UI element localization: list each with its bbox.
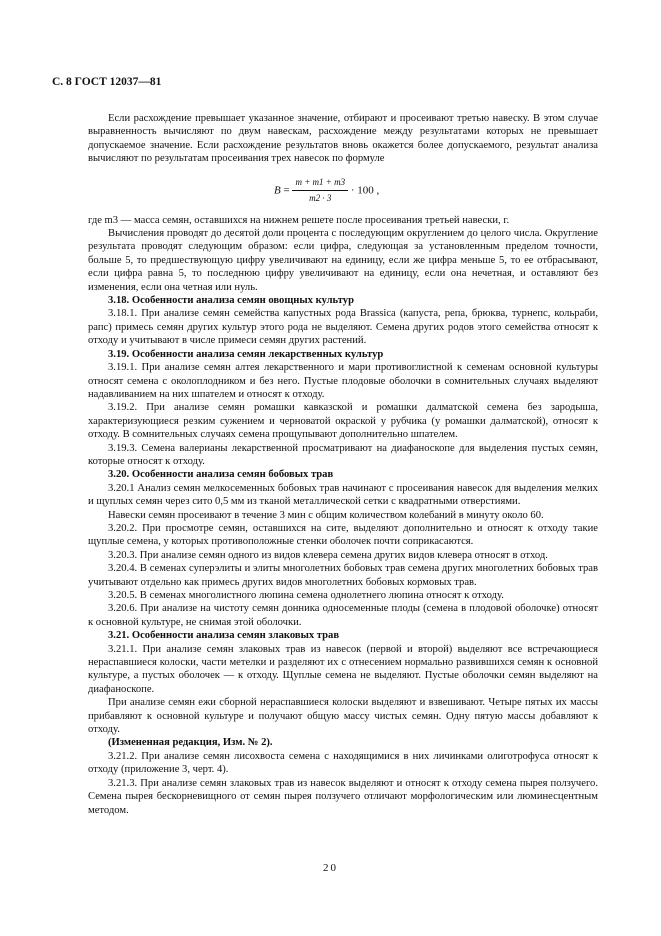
paragraph: 3.20.5. В семенах многолистного люпина семена однолетнего люпина относят к отходу. <box>108 590 504 601</box>
section-heading: 3.20. Особенности анализа семян бобовых трав <box>108 469 334 481</box>
paragraph: Навески семян просеивают в течение 3 мин с общим количеством колебаний в минуту около 60. <box>108 509 544 521</box>
formula-numerator: m + m1 + m3 <box>292 176 348 191</box>
formula-denominator: m2 · 3 <box>309 193 332 204</box>
paragraph: 3.20.4. В семенах суперэлиты и элиты многолетних бобовых трав семена других многолетних бобовых трав учитывают отдельно как примесь других видов многолетних бобовых кормовых трав. <box>88 563 598 588</box>
section-heading: 3.21. Особенности анализа семян злаковых трав <box>108 630 340 642</box>
paragraph: 3.19.3. Семена валерианы лекарственной просматривают на диафаноскопе для выделения пустых семян, которые относят к отходу. <box>88 442 598 467</box>
paragraph: Вычисления проводят до десятой доли процента с последующим округлением до целого числа. Округление результата проводят следующим образом: если цифра, следующая за установленным пределом точности, больше 5, то предшествующую цифру увеличивают на единицу, если же цифра меньше 5, то ее отбрасывают, если цифра равна 5, то последнюю цифру увеличивают на единицу, если она нечетная, и оставляют без изменения, если она четная или нуль. <box>88 228 598 293</box>
paragraph: 3.18.1. При анализе семян семейства капустных рода Brassica (капуста, репа, брюква, турнепс, кольраби, рапс) примесь семян других культур этого рода не выделяют. Семена других родов этого семейства относят к отходу и учитывают в числе примеси семян других растений. <box>88 308 598 347</box>
section-heading: 3.19. Особенности анализа семян лекарственных культур <box>108 348 384 360</box>
paragraph: 3.21.2. При анализе семян лисохвоста семена с находящимися в них личинками олиготрофуса относят к отходу (приложение 3, черт. 4). <box>88 750 598 776</box>
paragraph: 3.19.1. При анализе семян алтея лекарственного и мари противоглистной к семенам основной культуры относят семена с околоплодником и без него. Пустые плодовые оболочки в сомнительных случаях выделяют надавливанием на них шпателем и относят к отходу. <box>88 362 598 400</box>
document-body <box>88 112 598 817</box>
paragraph: 3.21.3. При анализе семян злаковых трав из навесок выделяют и относят к отходу семена пырея ползучего. Семена пырея бескорневищного от семян пырея ползучего отличают морфологическим или люминесцентным методом. <box>88 777 598 816</box>
paragraph: 3.19.2. При анализе семян ромашки кавказской и ромашки далматской семена без зародыша, характеризующиеся резким сужением и черноватой окраской у рубчика (у ромашки далматской), относят к отходу. В сомнительных случаях семена прощупывают дополнительно шпателем. <box>88 402 598 441</box>
formula-multiplier: · 100 , <box>350 184 380 197</box>
formula-lhs: B <box>274 184 281 197</box>
paragraph: При анализе семян ежи сборной нераспавшиеся колоски выделяют и взвешивают. Четыре пятых их массы прибавляют к основной культуре и получают общую массу чистых семян. Одну пятую массы добавляют к отходу. <box>88 697 598 736</box>
page-number: 20 <box>323 862 338 874</box>
paragraph: 3.20.3. При анализе семян одного из видов клевера семена других видов клевера относят в отход. <box>108 549 548 561</box>
page-header: С. 8 ГОСТ 12037—81 <box>52 76 162 88</box>
formula: B = $\frac{m + m1 + m3}{m2 \cdot 3}$ · 100 , <box>88 166 598 214</box>
formula-explanation: где m3 — масса семян, оставшихся на нижнем решете после просеивания третьей навески, г. <box>88 214 510 226</box>
formula-fraction <box>292 176 348 206</box>
paragraph: Если расхождение превышает указанное значение, отбирают и просеивают третью навеску. В этом случае выравненность вычисляют по двум навескам, расхождение между результатами которых не превышает допускаемое значение. Если расхождение результатов вновь окажется более допускаемого, результат анализа вычисляют по результатам просеивания трех навесок по формуле <box>88 113 598 165</box>
paragraph: 3.20.6. При анализе на чистоту семян донника односеменные плоды (семена в плодовой оболочке) относят к основной культуре, не снимая этой оболочки. <box>88 603 598 628</box>
paragraph: 3.21.1. При анализе семян злаковых трав из навесок (первой и второй) выделяют все встречающиеся нераспавшиеся колоски, части метелки и разделяют их с отнесением нормально развившихся семян к основной культуре, а пустых оболочек — к отходу. Щуплые семена не выделяют. Пустые оболочки семян выделяют на диафаноскопе. <box>88 643 598 695</box>
amendment-note: (Измененная редакция, Изм. № 2). <box>108 737 273 749</box>
paragraph: 3.20.2. При просмотре семян, оставшихся на сите, выделяют дополнительно и относят к отходу такие щуплые семена, у которых противоположные стенки оболочек почти соприкасаются. <box>88 522 598 548</box>
paragraph: 3.20.1 Анализ семян мелкосеменных бобовых трав начинают с просеивания навесок для выделения мелких и щуплых семян через сито 0,5 мм из тканой металлической сетки с квадратными отверстиями. <box>88 482 598 508</box>
section-heading: 3.18. Особенности анализа семян овощных культур <box>108 295 354 307</box>
